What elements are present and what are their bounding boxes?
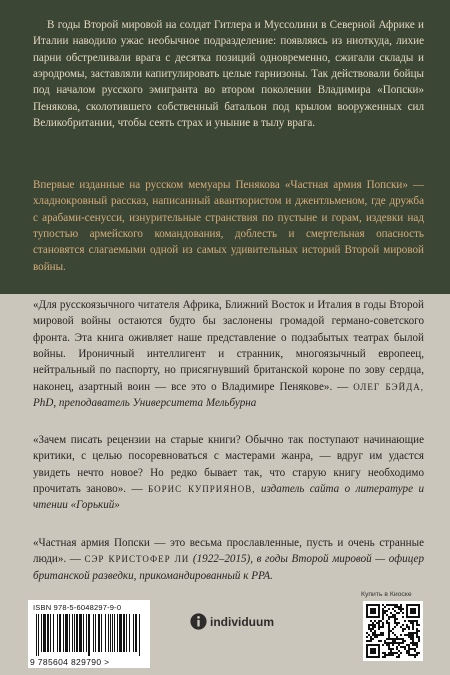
quote-text: «Частная армия Попски — это весьма прославленные, пусть и очень странные люди». bbox=[33, 537, 424, 566]
review-quote-1 bbox=[33, 297, 424, 411]
annotation-paragraph-1: В годы Второй мировой на солдат Гитлера и Муссолини в Северной Африке и Италии наводило ужас необычное подразделение: появляясь из ниоткуда, лихие парни обстреливали врага с десятка позиций одновременно, сжигали склады и аэродромы, заставляли капитулировать целые гарнизоны. Так действовали бойцы под началом русского эмигранта во втором поколении Владимира «Попски» Пенякова, сколотившего собственный батальон под крылом вооруженных сил Великобритании, чтобы сеять страх и уныние в тылу врага. bbox=[33, 19, 424, 130]
quote-author-name: БОРИС КУПРИЯНОВ, bbox=[148, 484, 256, 495]
isbn-label: ISBN 978-5-6048297-9-0 bbox=[33, 603, 122, 612]
publisher-logo bbox=[190, 613, 274, 630]
individuum-logo-icon bbox=[190, 613, 207, 630]
review-quote-2 bbox=[33, 432, 424, 514]
quote-text: «Зачем писать рецензии на старые книги? Обычно так поступают начинающие критики, с целью посоревноваться с мастерами жанра, — вдруг им удастся увидеть нечто новое? Но редко бывает так, что старую книгу необходимо прочитать заново». bbox=[33, 434, 424, 496]
publisher-name: individuum bbox=[210, 614, 274, 629]
quote-dash: — bbox=[332, 380, 354, 393]
barcode-digits: 9 785604 829790 > bbox=[30, 657, 110, 667]
qr-code-icon bbox=[366, 604, 420, 658]
qr-code[interactable] bbox=[363, 601, 423, 661]
quote-author-role: издатель сайта о литературе и чтении «Горький» bbox=[33, 483, 425, 512]
quote-author-role: PhD, преподаватель Университета Мельбурна bbox=[33, 397, 257, 410]
annotation-block bbox=[0, 0, 450, 294]
isbn-barcode bbox=[28, 600, 150, 668]
quote-dash: — bbox=[126, 483, 149, 496]
quote-author-name: ОЛЕГ БЭЙДА, bbox=[353, 381, 425, 392]
review-quote-3 bbox=[33, 535, 424, 584]
quote-author-name: СЭР КРИСТОФЕР ЛИ bbox=[84, 554, 190, 565]
annotation-paragraph-2: Впервые изданные на русском мемуары Пенякова «Частная армия Попски» — хладнокровный рассказ, написанный авантюристом и джентльменом, где дружба с арабами-сенусси, изнурительные странствия по пустыне и горам, издевки над тупостью армейского командования, доблесть и смертельная опасность становятся слагаемыми одной из самых удивительных историй Второй мировой войны. bbox=[33, 179, 424, 273]
quote-text: «Для русскоязычного читателя Африка, Ближний Восток и Италия в годы Второй мировой войны остаются будто бы заслонены громадой германо-советского фронта. Эта книга оживляет наше представление о подзабытых театрах былой войны. Ироничный интеллигент и странник, многоязычный европеец, нейтральный по паспорту, но присягнувший британской короне по зову сердца, наконец, азартный воин — все это о Владимире Пенякове». bbox=[33, 299, 424, 393]
barcode-bars bbox=[34, 614, 144, 656]
quote-author-role: (1922–2015), в годы Второй мировой — офицер британской разведки, прикомандированный к PPA. bbox=[33, 553, 425, 582]
quote-dash: — bbox=[66, 553, 85, 566]
qr-caption: Купить в Киоске bbox=[361, 591, 412, 598]
